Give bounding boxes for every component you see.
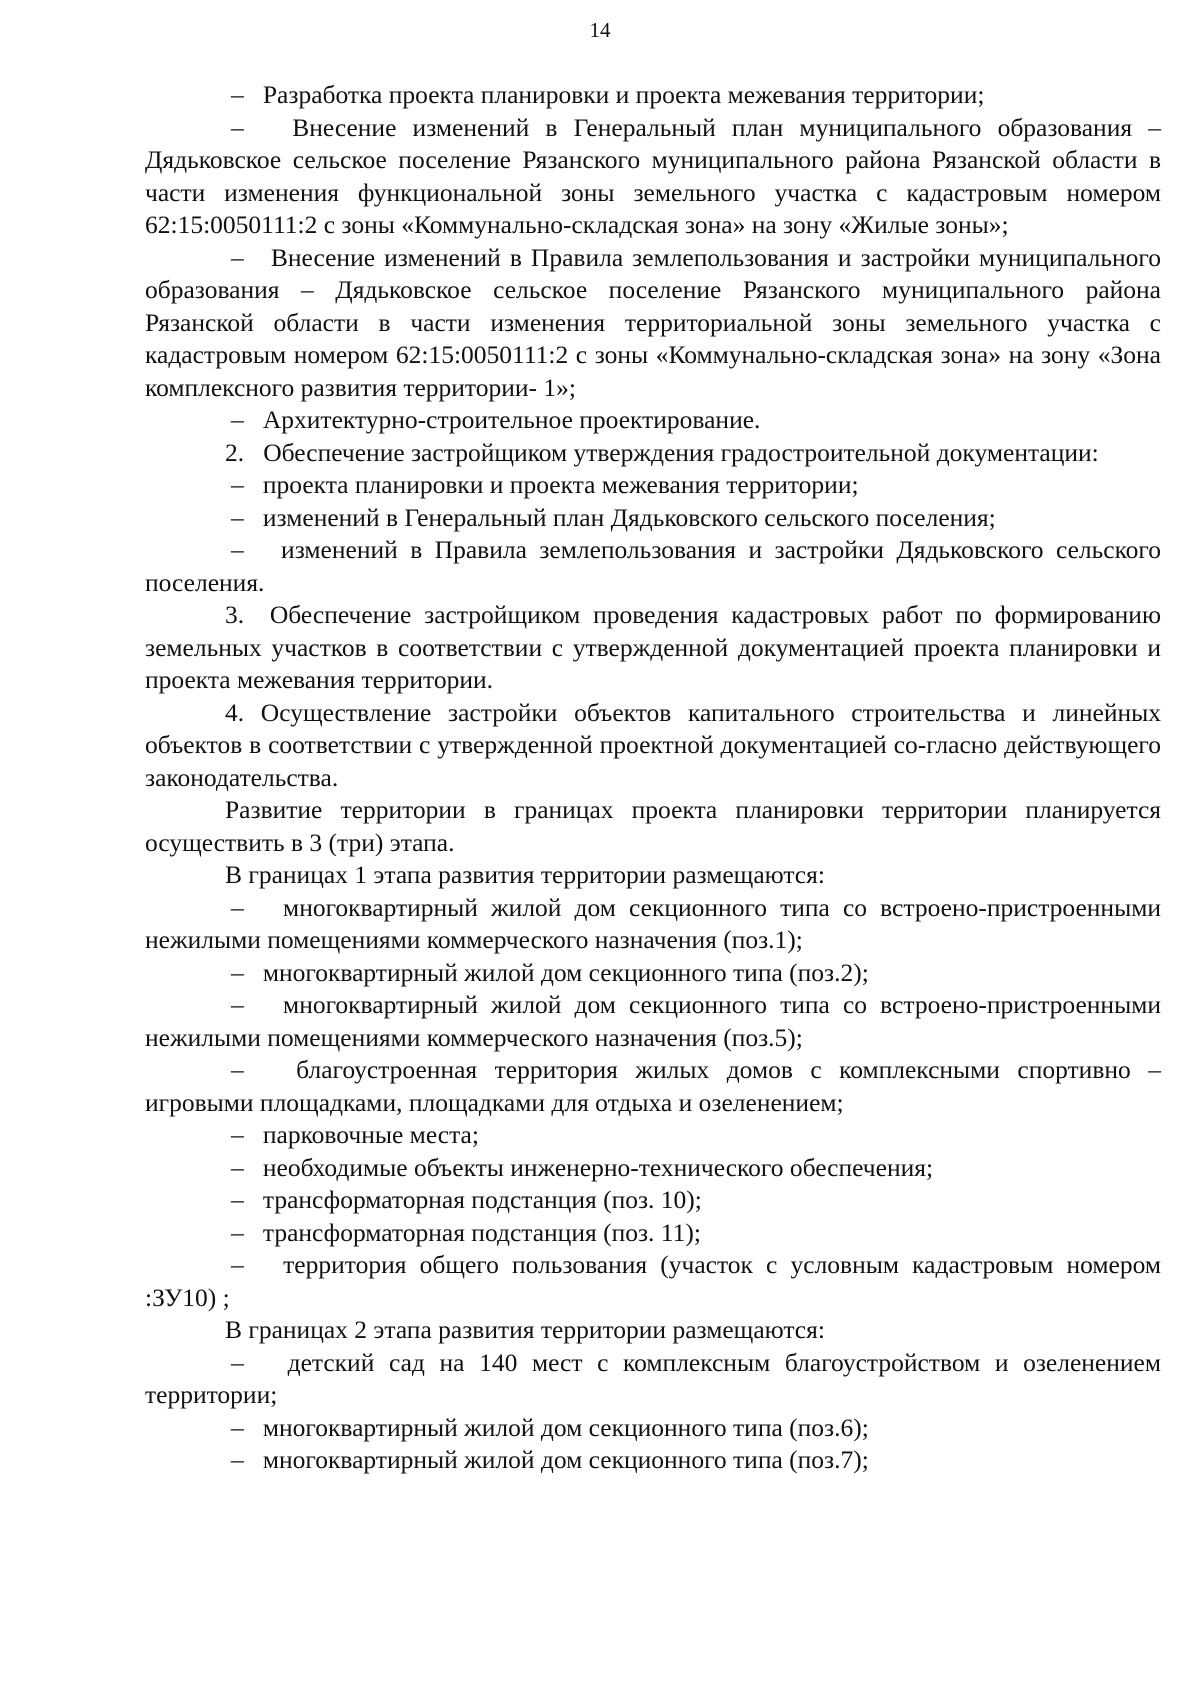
numbered-paragraph: 2. Обеспечение застройщиком утверждения градостроительной документации: bbox=[225, 437, 1099, 467]
list-item: – Архитектурно-строительное проектирование. bbox=[231, 405, 761, 434]
list-item: – трансформаторная подстанция (поз. 11); bbox=[231, 1217, 701, 1247]
list-item: – многоквартирный жилой дом секционного типа (поз.2); bbox=[231, 957, 869, 987]
list-item: – территория общего пользования (участок с условным кадастровым номером :ЗУ10) ; bbox=[145, 1250, 1161, 1312]
list-item: – изменений в Генеральный план Дядьковского сельского поселения; bbox=[231, 502, 996, 532]
numbered-paragraph: 4. Осуществление застройки объектов капитального строительства и линейных объектов в соответствии с утвержденной проектной документацией со-гласно действующего законодательства. bbox=[145, 697, 1161, 792]
list-item: – благоустроенная территория жилых домов с комплексными спортивно – игровыми площадками, площадками для отдыха и озеленением; bbox=[145, 1055, 1161, 1117]
list-item: – проекта планировки и проекта межевания территории; bbox=[231, 470, 859, 499]
document-body bbox=[145, 79, 1161, 1477]
list-item: – трансформаторная подстанция (поз. 10); bbox=[231, 1185, 702, 1214]
list-item: – многоквартирный жилой дом секционного типа (поз.6); bbox=[231, 1412, 869, 1442]
list-item: – изменений в Правила землепользования и застройки Дядьковского сельского поселения. bbox=[145, 535, 1161, 597]
list-item: – Внесение изменений в Правила землепользования и застройки муниципального образования – Дядьковское сельское поселение Рязанского муниципального района Рязанской области в части изменения территориальной зоны земельного участка с кадастровым номером 62:15:0050111:2 с зоны «Коммунально-складская зона» на зону «Зона комплексного развития территории- 1»; bbox=[145, 242, 1161, 402]
list-item: – необходимые объекты инженерно-технического обеспечения; bbox=[231, 1152, 934, 1182]
page-number: 14 bbox=[589, 18, 611, 42]
list-item: – Внесение изменений в Генеральный план муниципального образования – Дядьковское сельское поселение Рязанского муниципального района Рязанской области в части изменения функциональной зоны земельного участка с кадастровым номером 62:15:0050111:2 с зоны «Коммунально-складская зона» на зону «Жилые зоны»; bbox=[145, 112, 1161, 239]
list-item: – многоквартирный жилой дом секционного типа (поз.7); bbox=[231, 1445, 869, 1474]
list-item: – парковочные места; bbox=[231, 1120, 479, 1149]
numbered-paragraph: 3. Обеспечение застройщиком проведения кадастровых работ по формированию земельных участков в соответствии с утвержденной документацией проекта планировки и проекта межевания территории. bbox=[145, 600, 1161, 694]
list-item: – многоквартирный жилой дом секционного типа со встроено-пристроенными нежилыми помещениями коммерческого назначения (поз.5); bbox=[145, 990, 1161, 1052]
section-lead: В границах 1 этапа развития территории размещаются: bbox=[225, 860, 825, 889]
list-item: – детский сад на 140 мест с комплексным благоустройством и озеленением территории; bbox=[145, 1347, 1161, 1409]
list-item: – Разработка проекта планировки и проекта межевания территории; bbox=[231, 80, 985, 109]
list-item: – многоквартирный жилой дом секционного типа со встроено-пристроенными нежилыми помещениями коммерческого назначения (поз.1); bbox=[145, 892, 1161, 954]
paragraph: Развитие территории в границах проекта планировки территории планируется осуществить в 3 (три) этапа. bbox=[145, 795, 1161, 857]
section-lead: В границах 2 этапа развития территории размещаются: bbox=[225, 1315, 825, 1344]
